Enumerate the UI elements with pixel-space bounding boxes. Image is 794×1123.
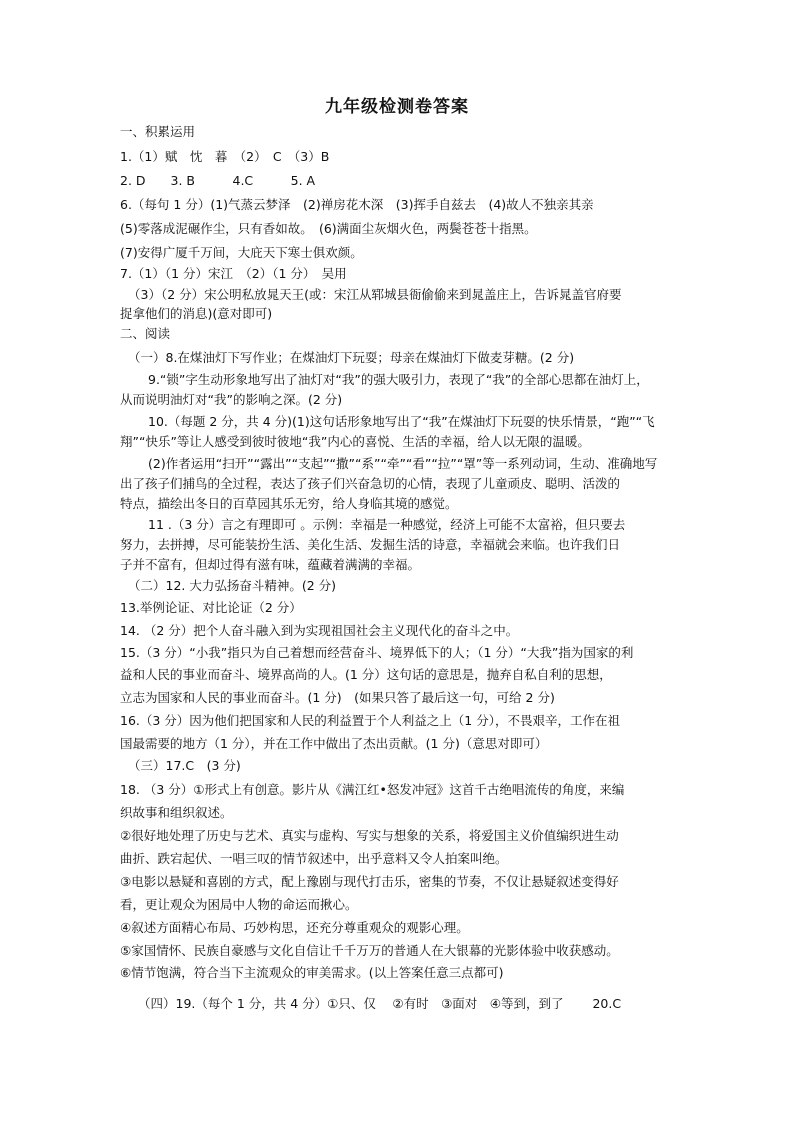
answer-line-q10-2: (2)作者运用“扫开”“露出”“支起”“撒”“系”“牵”“看”“拉”“罩”等一系列动词，生动、准确地写 [148, 456, 658, 471]
answer-line-q15: 15.（3 分）“小我”指只为自己着想而经营奋斗、境界低下的人；（1 分）“大我”指为国家的利 [120, 645, 634, 660]
answer-line-q1: 1.（1）赋 忱 暮 （2） C （3）B [120, 149, 330, 164]
answer-line-q11: 11 .（3 分）言之有理即可 。示例：幸福是一种感觉，经济上可能不太富裕，但只要去 [148, 517, 626, 532]
answer-line-q18: 18. （3 分）①形式上有创意。影片从《满江红•怒发冲冠》这首千古绝唱流传的角度，来编 [120, 782, 625, 797]
section-heading-1: 一、积累运用 [120, 124, 196, 139]
answer-line-q16-cont: 国最需要的地方（1 分），并在工作中做出了杰出贡献。(1 分)（意思对即可） [120, 736, 548, 751]
answer-line-q18-point4: ④叙述方面精心布局、巧妙构思，还充分尊重观众的观影心理。 [120, 920, 469, 935]
answer-line-q18-point2: ②很好地处理了历史与艺术、真实与虚构、写实与想象的关系，将爱国主义价值编织进生动 [120, 828, 619, 843]
answer-line-q7-3-cont: 捉拿他们的消息)(意对即可) [120, 306, 273, 321]
answer-line-q9: 9.“锁”字生动形象地写出了油灯对“我”的强大吸引力，表现了“我”的全部心思都在油灯上， [148, 372, 649, 387]
answer-line-q15-cont1: 益和人民的事业而奋斗、境界高尚的人。(1 分）这句话的意思是，抛弃自私自利的思想， [120, 667, 612, 682]
answer-line-q18-point5: ⑤家国情怀、民族自豪感与文化自信让千千万万的普通人在大银幕的光影体验中收获感动。 [120, 943, 619, 958]
answer-line-q18-point3-cont: 看，更让观众为困局中人物的命运而揪心。 [120, 897, 358, 912]
page-title: 九年级检测卷答案 [325, 97, 469, 117]
answer-line-q9-cont: 从而说明油灯对“我”的影响之深。(2 分) [120, 392, 343, 407]
answer-line-q8: （一）8.在煤油灯下写作业；在煤油灯下玩耍；母亲在煤油灯下做麦芽糖。(2 分) [128, 350, 575, 365]
answer-line-q7-3: （3）（2 分）宋公明私放晁天王(或：宋江从郓城县衙偷偷来到晁盖庄上，告诉晁盖官府要 [128, 287, 622, 302]
answer-line-q11-cont1: 努力，去拼搏，尽可能装扮生活、美化生活、发掘生活的诗意，幸福就会来临。也许我们日 [120, 537, 621, 552]
answer-line-q18-cont: 织故事和组织叙述。 [120, 805, 233, 820]
answer-line-q6-cont1: (5)零落成泥碾作尘，只有香如故。 (6)满面尘灰烟火色，两鬓苍苍十指黑。 [120, 221, 537, 236]
answer-line-q6-cont2: (7)安得广厦千万间，大庇天下寒士俱欢颜。 [120, 245, 363, 260]
answer-line-q18-point3: ③电影以悬疑和喜剧的方式，配上豫剧与现代打击乐，密集的节奏，不仅让悬疑叙述变得好 [120, 874, 619, 889]
answer-line-q19-20: （四）19.（每个 1 分，共 4 分）①只、仅 ②有时 ③面对 ④等到，到了 20.C [138, 996, 622, 1011]
answer-line-q13: 13.举例论证、对比论证（2 分） [120, 600, 302, 615]
answer-line-q17: （三）17.C (3 分) [128, 758, 241, 773]
answer-line-q16: 16.（3 分）因为他们把国家和人民的利益置于个人利益之上（1 分），不畏艰辛，工作在祖 [120, 713, 620, 728]
answer-line-q6: 6.（每句 1 分）(1)气蒸云梦泽 (2)禅房花木深 (3)挥手自兹去 (4)故人不独亲其亲 [120, 197, 594, 212]
answer-line-q11-cont2: 子并不富有，但却过得有滋有味，蕴藏着满满的幸福。 [120, 557, 421, 572]
answer-line-q15-cont2: 立志为国家和人民的事业而奋斗。(1 分) (如果只答了最后这一句，可给 2 分) [120, 690, 555, 705]
answer-line-q10: 10.（每题 2 分，共 4 分)(1)这句话形象地写出了“我”在煤油灯下玩耍的快乐情景，“跑”“飞 [148, 414, 655, 429]
answer-line-q10-2-cont2: 特点，描绘出冬日的百草园其乐无穷，给人身临其境的感觉。 [120, 496, 458, 511]
answer-line-q2-5: 2. D 3. B 4.C 5. A [120, 173, 316, 188]
answer-line-q14: 14. （2 分）把个人奋斗融入到为实现祖国社会主义现代化的奋斗之中。 [120, 623, 519, 638]
section-heading-2: 二、阅读 [120, 326, 171, 341]
answer-line-q10-2-cont1: 出了孩子们捕鸟的全过程，表达了孩子们兴奋急切的心情，表现了儿童顽皮、聪明、活泼的 [120, 476, 621, 491]
answer-line-q10-cont1: 翔”“快乐”等让人感受到彼时彼地“我”内心的喜悦、生活的幸福，给人以无限的温暖。 [120, 434, 590, 449]
answer-line-q18-point2-cont: 曲折、跌宕起伏、一唱三叹的情节叙述中，出乎意料又令人拍案叫绝。 [120, 851, 508, 866]
answer-line-q12: （二）12. 大力弘扬奋斗精神。(2 分) [128, 578, 337, 593]
answer-line-q7: 7.（1）（1 分）宋江 （2）（1 分） 吴用 [120, 266, 347, 281]
answer-line-q18-point6: ⑥情节饱满，符合当下主流观众的审美需求。(以上答案任意三点都可) [120, 965, 504, 980]
